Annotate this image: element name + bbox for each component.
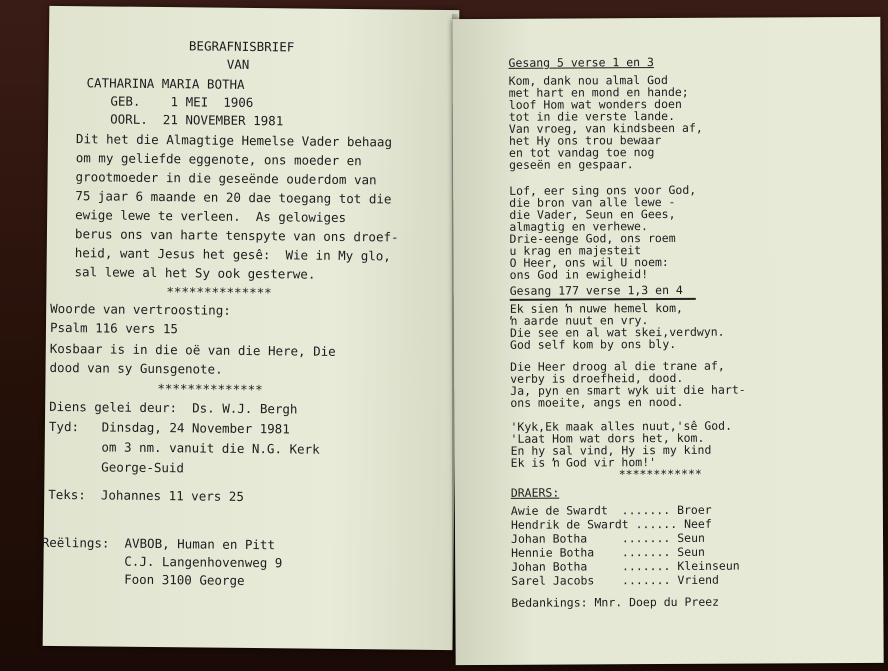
hymn-line: loof Hom wat wonders doen [508, 96, 682, 112]
hymn-line: 'Laat Hom wat dors het, kom. [510, 430, 705, 446]
acknowledgements: Bedankings: Mnr. Doep du Preez [511, 594, 720, 610]
hymn-line: tot in die verste lande. [508, 108, 676, 124]
hymn-line: Lof, eer sing ons voor God, [509, 182, 697, 198]
service-time-line: George-Suid [48, 458, 185, 476]
right-page [452, 17, 883, 665]
separator: ************** [166, 284, 272, 301]
separator: ************** [157, 381, 263, 398]
hymn-line: Ja, pyn en smart wyk uit die hart- [510, 382, 746, 398]
hymn-line: verby is droefheid, dood. [510, 370, 684, 386]
hymn-line: almagtig en verhewe. [509, 219, 648, 234]
psalm-reference: Psalm 116 vers 15 [49, 319, 179, 337]
arrangements-line: Reëlings: AVBOB, Human en Pitt [41, 534, 276, 553]
hymn-line: met hart en mond en hande; [508, 84, 689, 100]
service-leader: Diens gelei deur: Ds. W.J. Bergh [49, 398, 298, 417]
intro-line: sal lewe al het Sy ook gesterwe. [74, 264, 316, 282]
bearers-label: DRAERS: [510, 485, 560, 500]
hymn-line: Ek sien ŉ nuwe hemel kom, [509, 300, 683, 316]
van-label: VAN [226, 56, 250, 72]
hymn-line: Die see en al wat skei,verdwyn. [509, 324, 725, 340]
hymn-line: die bron van alle lewe - [509, 194, 676, 210]
title: BEGRAFNISBRIEF [188, 38, 295, 55]
hymn-line: En hy sal vind, Hy is my kind [510, 442, 712, 458]
intro-line: 75 jaar 6 maande en 20 dae toegang tot die [75, 188, 392, 207]
service-time-line: om 3 nm. vanuit die N.G. Kerk [48, 438, 320, 457]
hymn-line: Drie-eenge God, ons roem [509, 230, 676, 246]
bearer-row: Sarel Jacobs ....... Vriend [511, 572, 720, 588]
intro-line: Dit het die Almagtige Hemelse Vader behaag [75, 131, 393, 150]
hymn1-title: Gesang 5 verse 1 en 3 [508, 55, 654, 70]
bearer-row: Hennie Botha ....... Seun [511, 544, 706, 560]
arrangements-line: C.J. Langenhovenweg 9 [41, 552, 283, 571]
hymn-line: geseën en gespaar. [509, 157, 634, 172]
verse-line: dood van sy Gunsgenote. [49, 359, 223, 377]
hymn-line: ons God in ewigheid! [509, 267, 649, 282]
hymn-line: Ek is ŉ God vir hom!' [510, 455, 657, 470]
bearer-row: Johan Botha ....... Kleinseun [511, 558, 740, 574]
hymn-line: u krag en majesteit [509, 243, 642, 258]
hymn-line: Kom, dank nou almal God [508, 72, 668, 88]
hymn-line: Van vroeg, van kindsbeen af, [508, 120, 703, 136]
intro-line: ewige lewe te verleen. As gelowiges [75, 207, 347, 225]
service-time-line: Tyd: Dinsdag, 24 November 1981 [48, 418, 290, 437]
intro-line: grootmoeder in die geseënde ouderdom van [75, 169, 377, 188]
hymn-line: 'Kyk,Ek maak alles nuut,'sê God. [510, 418, 733, 434]
bearer-row: Johan Botha ....... Seun [510, 530, 705, 546]
hymn-line: ŉ aarde nuut en vry. [509, 313, 649, 328]
hymn-line: Die Heer droog al die trane af, [510, 358, 725, 374]
hymn-line: het Hy ons trou bewaar [508, 133, 662, 148]
bearer-row: Awie de Swardt ....... Broer [510, 502, 712, 518]
intro-line: heid, want Jesus het gesê: Wie in My glo, [74, 245, 391, 264]
separator: ************ [618, 466, 702, 482]
intro-line: berus ons van harte tenspyte van ons droef- [74, 226, 399, 245]
left-page [43, 6, 460, 650]
deceased-name: CATHARINA MARIA BOTHA [86, 75, 245, 92]
hymn2-title: Gesang 177 verse 1,3 en 4 [509, 282, 683, 298]
arrangements-line: Foon 3100 George [41, 570, 245, 588]
verse-line: Kosbaar is in die oë van die Here, Die [49, 340, 336, 359]
intro-line: om my geliefde eggenote, ons moeder en [75, 150, 362, 169]
scripture-text: Teks: Johannes 11 vers 25 [48, 486, 244, 504]
death-date: OORL. 21 NOVEMBER 1981 [110, 111, 284, 129]
birth-date: GEB. 1 MEI 1906 [110, 93, 254, 111]
comfort-label: Woorde van vertroosting: [50, 300, 231, 318]
hymn-line: ons moeite, angs en nood. [510, 394, 684, 410]
hymn-line: O Heer, ons wil U noem: [509, 254, 669, 270]
hymn-line: die Vader, Seun en Gees, [509, 206, 676, 222]
hymn-line: God self kom by ons bly. [509, 336, 677, 352]
bearer-row: Hendrik de Swardt ...... Neef [510, 516, 712, 532]
hymn-line: en tot vandag toe nog [508, 145, 655, 160]
